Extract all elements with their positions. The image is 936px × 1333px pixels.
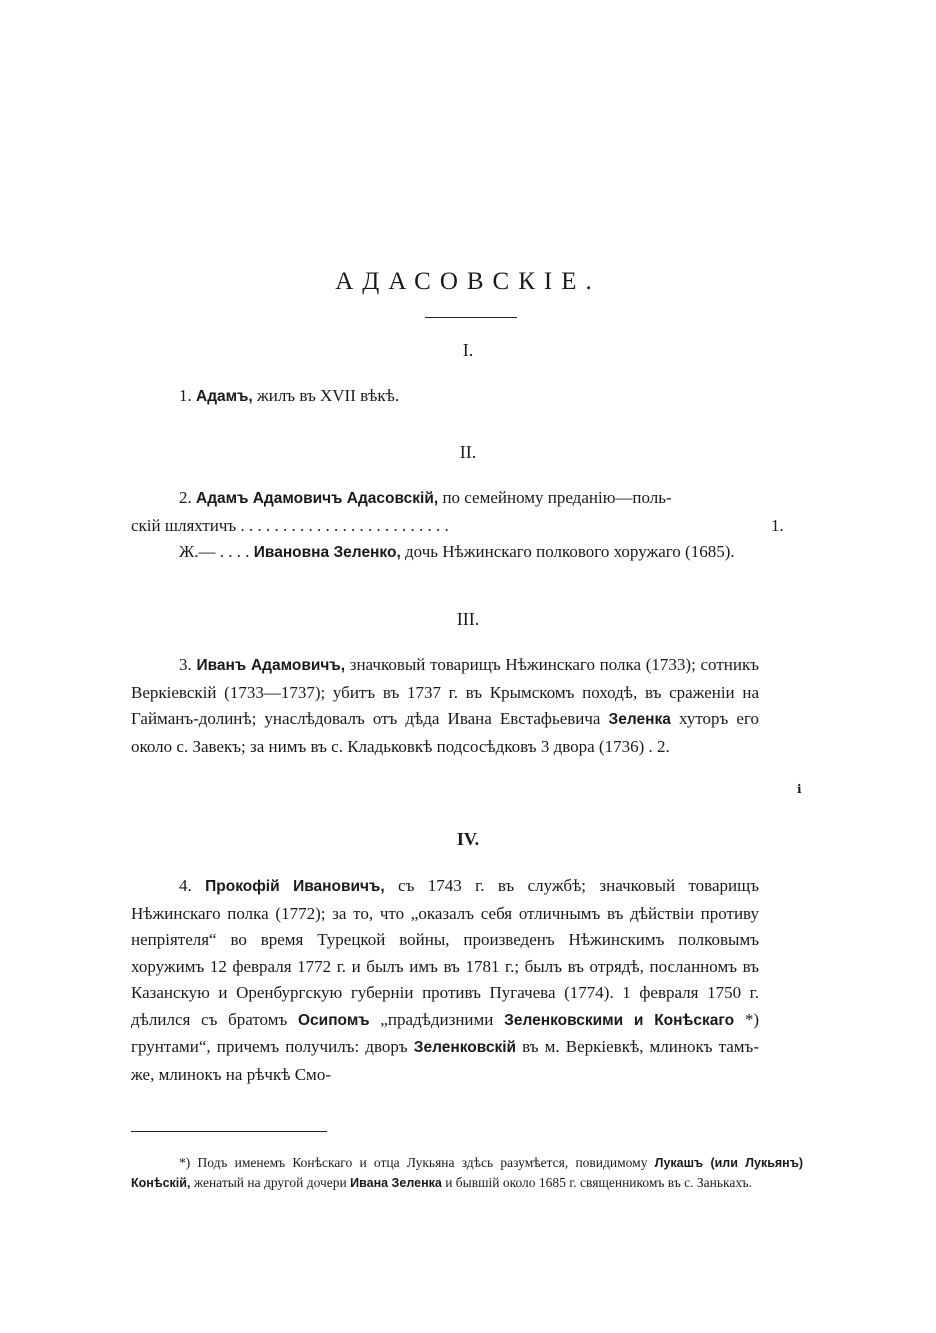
footnote-text: *) Подъ именемъ Конѣскаго и отца Лукьяна здѣсь разумѣется, повидимому (179, 1155, 648, 1170)
entry-1 (131, 383, 759, 411)
entry-text-leader: скiй шляхтичъ . . . . . . . . . . . . . . . . . . . . . . . . . (131, 515, 449, 535)
margin-mark: ℹ (797, 782, 802, 796)
footnote-name: Ивана Зеленка (350, 1176, 442, 1190)
person-name: Адамъ Адамовичъ Адасовскiй, (196, 490, 439, 507)
person-name: Иванъ Адамовичъ, (196, 657, 346, 674)
entry-4 (131, 873, 759, 1088)
generation-heading-1: I. (462, 340, 474, 360)
wife-prefix: Ж.— . . . . (179, 542, 250, 561)
generation-heading-2: II. (459, 442, 477, 462)
entry-number: 2. (179, 488, 192, 507)
entry-number: 3. (179, 655, 192, 674)
footnote-rule (131, 1131, 327, 1132)
entry-number: 4. (179, 876, 192, 895)
person-name: Осипомъ (297, 1011, 370, 1029)
page-title: АДАСОВСКIЕ. (335, 268, 601, 295)
footnote-text: женатый на другой дочери (190, 1175, 347, 1190)
entry-text: въ м. Веркiевкѣ, млинокъ тамъ-же, млинокъ на рѣчкѣ Смо- (131, 1037, 760, 1084)
person-name: Зеленковскiй (413, 1039, 517, 1056)
generation-heading-4: IV. (456, 829, 480, 849)
wife-name: Ивановна Зеленко, (253, 544, 401, 561)
generation-heading-3: III. (456, 609, 480, 629)
entry-2 (131, 485, 784, 567)
person-name: Адамъ, (196, 388, 253, 405)
entry-text: хуторъ его около с. Завекъ; за нимъ въ с. Кладьковкѣ подсосѣдковъ 3 двора (1736) . (131, 709, 759, 756)
person-name: Прокофiй Ивановичъ, (205, 878, 385, 895)
parent-ref: 2. (657, 736, 670, 756)
wife-text: дочь Нѣжинскаго полкового хоружаго (1685). (400, 542, 735, 561)
footnote (131, 1153, 803, 1193)
title-rule (425, 317, 517, 318)
footnote-name: Лукашъ (или Лукьянъ) Конѣскiй, (131, 1156, 804, 1190)
entry-text: съ 1743 г. въ службѣ; значковый товарищъ Нѣжинскаго полка (1772); за то, что „оказалъ себя отличнымъ въ дѣйствiи противу непрiятеля“ во время Турецкой войны, произведенъ Нѣжинскимъ полковымъ хоружимъ 12 февраля 1772 г. и былъ имъ въ 1781 г.; былъ въ отрядѣ, посланномъ въ Казанскую и Оренбургскую губернiи противъ Пугачева (1774). 1 февраля 1750 г. дѣлился съ братомъ (131, 876, 759, 1029)
footnote-text: и бывшiй около 1685 г. священникомъ въ с. Занькахъ. (441, 1175, 752, 1190)
entry-number: 1. (179, 386, 192, 405)
entry-3 (131, 652, 759, 760)
entry-text: значковый товарищъ Нѣжинскаго полка (1733); сотникъ Веркiевскiй (1733—1737); убитъ въ 1737 г. въ Крымскомъ походѣ, въ сраженiи на Гайманъ-долинѣ; унаслѣдовалъ отъ дѣда Ивана Евстафьевича (131, 655, 759, 728)
parent-ref: 1. (771, 515, 784, 535)
person-name: Зеленка (608, 711, 671, 728)
entry-text: *) грунтами“, причемъ получилъ: дворъ (131, 1009, 759, 1056)
entry-text: жилъ въ XVII вѣкѣ. (252, 386, 400, 405)
entry-text: „прадѣдизними (369, 1009, 494, 1029)
person-name: Зеленковскими и Конѣскаго (504, 1011, 735, 1029)
entry-text: по семейному преданiю—поль- (438, 488, 672, 507)
